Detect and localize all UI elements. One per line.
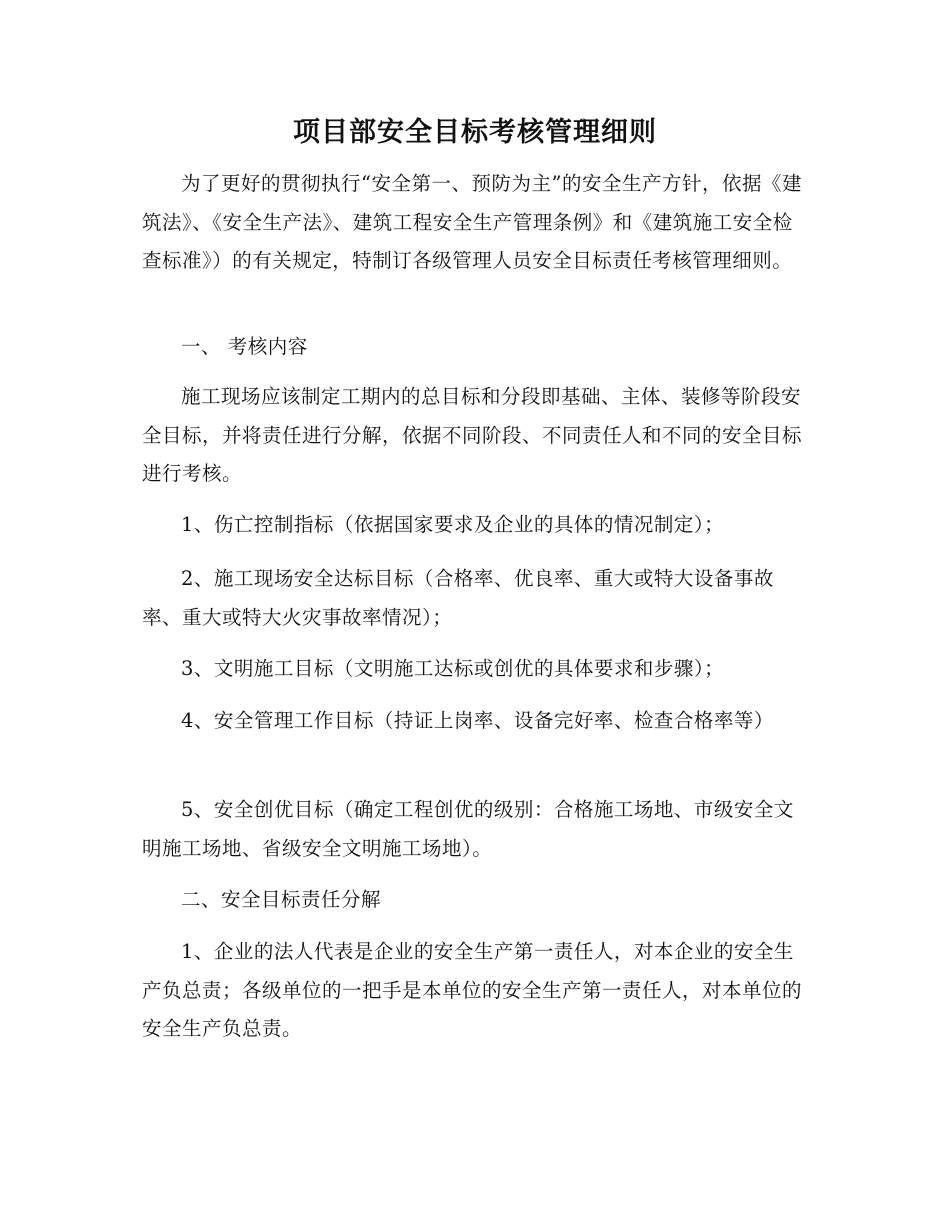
- item-safety-management: 4、安全管理工作目标（持证上岗率、设备完好率、检查合格率等）: [181, 709, 774, 732]
- item-site-safety-standard: 2、施工现场安全达标目标（合格率、优良率、重大或特大设备事故率、重大或特大火灾事故率情况）；: [142, 567, 774, 629]
- section-heading-assessment-content: 一、 考核内容: [181, 335, 308, 358]
- item-safety-excellence: 5、安全创优目标（确定工程创优的级别：合格施工场地、市级安全文明施工场地、省级安全文明施工场地）。: [142, 798, 794, 860]
- intro-paragraph: 为了更好的贯彻执行“安全第一、预防为主”的安全生产方针，依据《建筑法》、《安全生产法》、建筑工程安全生产管理条例》和《建筑施工安全检查标准》）的有关规定，特制订各级管理人员安全目标责任考核管理细则。: [142, 172, 802, 272]
- item-casualty-control: 1、伤亡控制指标（依据国家要求及企业的具体的情况制定）；: [181, 513, 725, 536]
- item-civilized-construction: 3、文明施工目标（文明施工达标或创优的具体要求和步骤）；: [181, 657, 725, 680]
- assessment-content-paragraph: 施工现场应该制定工期内的总目标和分段即基础、主体、装修等阶段安全目标，并将责任进行分解，依据不同阶段、不同责任人和不同的安全目标进行考核。: [142, 385, 803, 485]
- section-heading-responsibility: 二、安全目标责任分解: [181, 888, 382, 911]
- responsibility-paragraph: 1、企业的法人代表是企业的安全生产第一责任人，对本企业的安全生产负总责；各级单位的一把手是本单位的安全生产第一责任人，对本单位的安全生产负总责。: [142, 940, 803, 1040]
- document-title: 项目部安全目标考核管理细则: [293, 117, 657, 148]
